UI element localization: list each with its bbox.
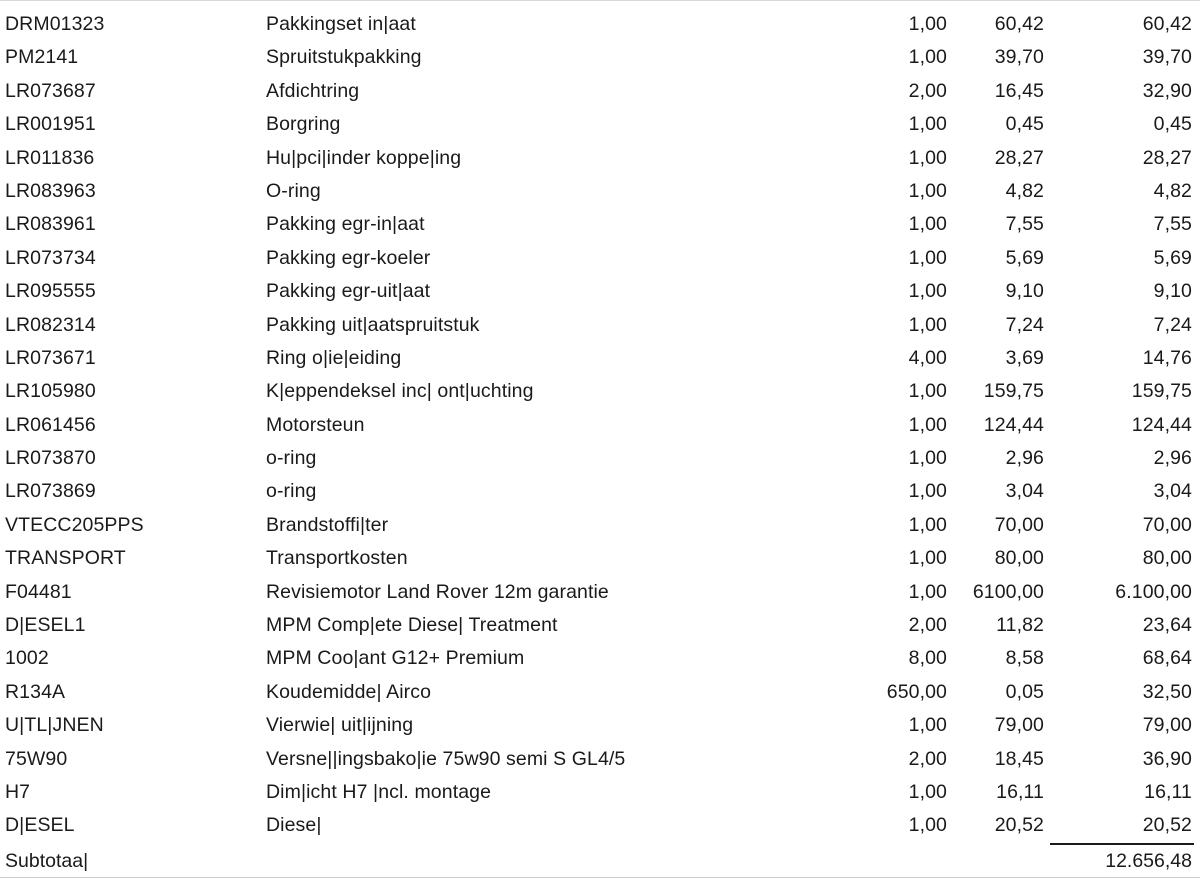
item-line-total: 7,24 (1153, 313, 1192, 336)
table-row (0, 809, 1200, 842)
item-line-total: 32,50 (1142, 680, 1192, 703)
item-code: LR095555 (5, 280, 96, 303)
item-unit-price: 9,10 (1005, 280, 1044, 303)
item-code: D|ESEL (5, 814, 75, 837)
item-unit-price: 8,58 (1005, 647, 1044, 670)
item-quantity: 1,00 (908, 447, 947, 470)
item-line-total: 5,69 (1153, 246, 1192, 269)
item-unit-price: 16,11 (996, 780, 1044, 803)
item-line-total: 16,11 (1144, 780, 1192, 803)
item-unit-price: 28,27 (994, 146, 1044, 169)
item-quantity: 1,00 (908, 814, 947, 837)
table-row (0, 375, 1200, 408)
item-description: Spruitstukpakking (266, 46, 422, 69)
table-row (0, 576, 1200, 609)
item-line-total: 9,10 (1153, 280, 1192, 303)
item-quantity: 1,00 (908, 280, 947, 303)
item-description: Pakkingset in|aat (266, 13, 416, 35)
item-code: LR073869 (5, 480, 96, 503)
item-quantity: 8,00 (908, 647, 947, 670)
item-description: Pakking egr-uit|aat (266, 280, 431, 303)
item-line-total: 20,52 (1142, 814, 1192, 837)
item-unit-price: 4,82 (1005, 179, 1044, 202)
item-description: Hu|pci|inder koppe|ing (266, 146, 462, 169)
item-line-total: 2,96 (1153, 447, 1192, 470)
item-unit-price: 20,52 (994, 814, 1044, 837)
item-line-total: 32,90 (1142, 79, 1192, 102)
item-line-total: 36,90 (1142, 747, 1192, 770)
item-line-total: 28,27 (1142, 146, 1192, 169)
item-quantity: 1,00 (908, 714, 947, 737)
item-quantity: 1,00 (908, 580, 947, 603)
item-description: K|eppendeksel inc| ont|uchting (266, 380, 534, 403)
table-row (0, 409, 1200, 442)
item-code: H7 (5, 780, 31, 803)
item-line-total: 80,00 (1142, 547, 1192, 570)
item-code: LR011836 (5, 146, 95, 169)
item-description: Pakking egr-koeler (266, 246, 431, 269)
item-unit-price: 6100,00 (972, 580, 1044, 603)
item-line-total: 3,04 (1153, 480, 1192, 503)
item-quantity: 2,00 (908, 614, 947, 637)
item-quantity: 1,00 (908, 380, 947, 403)
item-line-total: 0,45 (1153, 113, 1192, 136)
item-description: o-ring (266, 480, 317, 503)
item-quantity: 1,00 (908, 113, 947, 136)
item-code: LR073687 (5, 79, 96, 102)
item-line-total: 6.100,00 (1115, 580, 1192, 603)
line-item-list (0, 8, 1200, 843)
item-unit-price: 18,45 (994, 747, 1044, 770)
item-quantity: 1,00 (908, 413, 947, 436)
table-row (0, 509, 1200, 542)
item-quantity: 1,00 (908, 246, 947, 269)
item-description: MPM Comp|ete Diese| Treatment (266, 614, 558, 637)
item-code: LR082314 (5, 313, 96, 336)
item-quantity: 1,00 (908, 480, 947, 503)
item-unit-price: 7,55 (1005, 213, 1044, 236)
table-row (0, 676, 1200, 709)
item-unit-price: 79,00 (994, 714, 1044, 737)
item-unit-price: 2,96 (1005, 447, 1044, 470)
table-row (0, 75, 1200, 108)
item-description: MPM Coo|ant G12+ Premium (266, 647, 525, 670)
table-row (0, 8, 1200, 41)
item-code: 1002 (5, 647, 49, 670)
item-quantity: 4,00 (908, 346, 947, 369)
item-quantity: 1,00 (908, 179, 947, 202)
subtotal-divider (1050, 843, 1194, 845)
table-row (0, 242, 1200, 275)
table-row (0, 208, 1200, 241)
item-description: Transportkosten (266, 547, 408, 570)
item-unit-price: 3,04 (1005, 480, 1044, 503)
item-code: LR001951 (5, 113, 96, 136)
table-row (0, 743, 1200, 776)
item-quantity: 650,00 (886, 680, 947, 703)
item-code: PM2141 (5, 46, 79, 69)
item-line-total: 124,44 (1131, 413, 1192, 436)
item-description: O-ring (266, 179, 321, 202)
item-unit-price: 60,42 (994, 13, 1044, 35)
item-code: LR073870 (5, 447, 96, 470)
item-unit-price: 5,69 (1005, 246, 1044, 269)
item-code: DRM01323 (5, 13, 105, 35)
item-description: Ring o|ie|eiding (266, 346, 402, 369)
table-row (0, 542, 1200, 575)
item-code: LR061456 (5, 413, 96, 436)
subtotal-value: 12.656,48 (1105, 850, 1192, 872)
item-unit-price: 39,70 (994, 46, 1044, 69)
item-code: LR083961 (5, 213, 96, 236)
item-quantity: 1,00 (908, 13, 947, 35)
table-row (0, 108, 1200, 141)
item-unit-price: 80,00 (994, 547, 1044, 570)
bottom-divider (0, 877, 1200, 878)
item-quantity: 1,00 (908, 146, 947, 169)
item-code: 75W90 (5, 747, 68, 770)
item-line-total: 60,42 (1142, 13, 1192, 35)
item-code: VTECC205PPS (5, 513, 144, 536)
item-line-total: 23,64 (1142, 614, 1192, 637)
item-code: LR105980 (5, 380, 96, 403)
subtotal-row (0, 846, 1200, 876)
table-row (0, 309, 1200, 342)
item-line-total: 4,82 (1153, 179, 1192, 202)
item-code: LR083963 (5, 179, 96, 202)
table-row (0, 142, 1200, 175)
table-row (0, 776, 1200, 809)
item-quantity: 1,00 (908, 46, 947, 69)
item-line-total: 14,76 (1142, 346, 1192, 369)
item-description: o-ring (266, 447, 317, 470)
item-quantity: 1,00 (908, 213, 947, 236)
item-quantity: 1,00 (908, 513, 947, 536)
item-code: LR073671 (5, 346, 96, 369)
item-code: LR073734 (5, 246, 96, 269)
item-description: Pakking uit|aatspruitstuk (266, 313, 480, 336)
table-row (0, 342, 1200, 375)
item-description: Pakking egr-in|aat (266, 213, 425, 236)
item-line-total: 68,64 (1142, 647, 1192, 670)
item-description: Dim|icht H7 |ncl. montage (266, 780, 492, 803)
item-unit-price: 159,75 (983, 380, 1044, 403)
item-code: U|TL|JNEN (5, 714, 104, 737)
item-quantity: 2,00 (908, 79, 947, 102)
item-description: Vierwie| uit|ijning (266, 714, 414, 737)
item-line-total: 79,00 (1142, 714, 1192, 737)
item-unit-price: 3,69 (1005, 346, 1044, 369)
top-divider (0, 0, 1200, 1)
item-line-total: 7,55 (1153, 213, 1192, 236)
table-row (0, 442, 1200, 475)
item-description: Versne||ingsbako|ie 75w90 semi S GL4/5 (266, 747, 626, 770)
item-quantity: 1,00 (908, 313, 947, 336)
item-quantity: 1,00 (908, 547, 947, 570)
item-description: Brandstoffi|ter (266, 513, 389, 536)
item-code: F04481 (5, 580, 72, 603)
table-row (0, 175, 1200, 208)
item-code: R134A (5, 680, 66, 703)
table-row (0, 709, 1200, 742)
item-line-total: 159,75 (1131, 380, 1192, 403)
subtotal-label: Subtotaa| (5, 850, 89, 872)
item-unit-price: 70,00 (994, 513, 1044, 536)
item-quantity: 2,00 (908, 747, 947, 770)
table-row (0, 642, 1200, 675)
table-row (0, 475, 1200, 508)
item-description: Motorsteun (266, 413, 365, 436)
item-unit-price: 16,45 (994, 79, 1044, 102)
item-description: Revisiemotor Land Rover 12m garantie (266, 580, 609, 603)
item-unit-price: 124,44 (983, 413, 1044, 436)
item-description: Koudemidde| Airco (266, 680, 432, 703)
item-description: Borgring (266, 113, 341, 136)
item-quantity: 1,00 (908, 780, 947, 803)
item-unit-price: 0,45 (1005, 113, 1044, 136)
item-description: Afdichtring (266, 79, 360, 102)
item-line-total: 70,00 (1142, 513, 1192, 536)
item-code: D|ESEL1 (5, 614, 86, 637)
table-row (0, 609, 1200, 642)
item-unit-price: 11,82 (996, 614, 1044, 637)
item-unit-price: 7,24 (1005, 313, 1044, 336)
item-code: TRANSPORT (5, 547, 126, 570)
item-line-total: 39,70 (1142, 46, 1192, 69)
table-row (0, 41, 1200, 74)
item-unit-price: 0,05 (1005, 680, 1044, 703)
table-row (0, 275, 1200, 308)
item-description: Diese| (266, 814, 322, 837)
